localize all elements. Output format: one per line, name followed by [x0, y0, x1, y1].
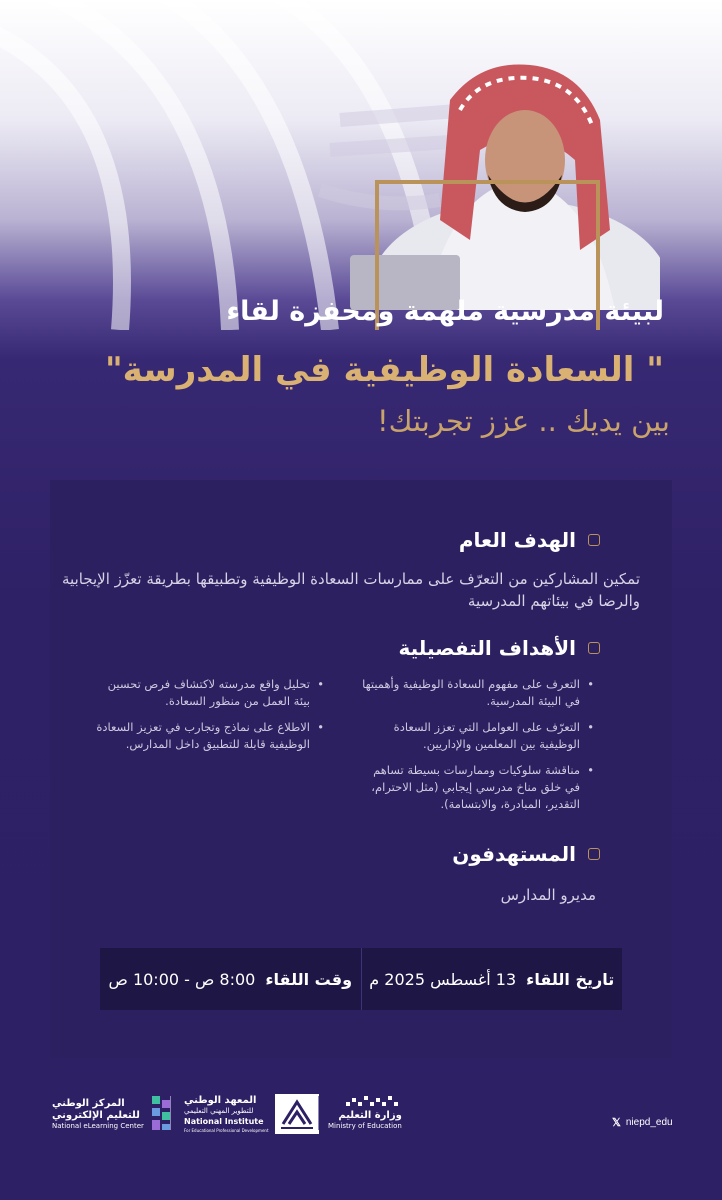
audience-text: مديرو المدارس — [500, 886, 596, 904]
title-line-1: لبيئة مدرسية ملهمة ومحفزة لقاء — [226, 296, 664, 327]
institute-name-ar-1: المعهد الوطني — [184, 1094, 257, 1106]
meeting-date — [362, 948, 623, 1010]
footer-divider — [170, 1096, 171, 1130]
meeting-time-label: وقت اللقاء — [265, 969, 353, 989]
ministry-name-en: Ministry of Education — [328, 1122, 402, 1130]
list-item: • تحليل واقع مدرسته لاكتشاف فرص تحسين بيئة العمل من منظور السعادة. — [96, 676, 326, 710]
bullet-icon — [588, 848, 600, 860]
tagline: بين يديك .. عزز تجربتك! — [376, 404, 670, 438]
list-item: • التعرف على مفهوم السعادة الوظيفية وأهميتها في البيئة المدرسية. — [360, 676, 596, 710]
detailed-goals-heading — [399, 636, 600, 660]
content-panel — [50, 480, 672, 1058]
list-item: • مناقشة سلوكيات وممارسات بسيطة تساهم في خلق مناخ مدرسي إيجابي (مثل الاحترام، التقدير، المبادرة، والابتسامة). — [360, 762, 596, 813]
meeting-date-value: 13 أغسطس 2025 م — [369, 969, 517, 989]
x-icon: 𝕏 — [612, 1117, 621, 1129]
institute-mark-icon — [275, 1094, 319, 1134]
meeting-time-value: 8:00 ص - 10:00 ص — [108, 969, 256, 989]
audience-heading — [452, 842, 600, 866]
detailed-goals-right-list — [360, 676, 596, 822]
elearning-mark-icon — [150, 1094, 172, 1134]
institute-name-en-1: National Institute — [184, 1116, 264, 1126]
meeting-date-label: تاريخ اللقاء — [526, 969, 615, 989]
elearning-name-ar-1: المركز الوطني — [52, 1097, 125, 1109]
meeting-time — [100, 948, 362, 1010]
list-item: • الاطلاع على نماذج وتجارب في تعزيز السعادة الوظيفية قابلة للتطبيق داخل المدارس. — [96, 719, 326, 753]
detailed-goals-title: الأهداف التفصيلية — [398, 636, 576, 660]
list-item: • التعرّف على العوامل التي تعزز السعادة الوظيفية بين المعلمين والإداريين. — [360, 719, 596, 753]
elearning-name-en: National eLearning Center — [52, 1121, 144, 1130]
detailed-goals-left-list — [96, 676, 326, 762]
elearning-center-logo — [52, 1094, 172, 1134]
general-goal-heading — [459, 528, 600, 552]
institute-name-ar-2: للتطوير المهني التعليمي — [184, 1106, 254, 1115]
audience-title: المستهدفون — [452, 842, 576, 866]
bullet-icon — [588, 642, 600, 654]
institute-logo — [184, 1094, 319, 1134]
ministry-mark-icon — [344, 1094, 402, 1110]
bullet-icon — [588, 534, 600, 546]
social-handle-text: niepd_edu — [625, 1117, 673, 1128]
institute-name-en-2: For Educational Professional Development — [184, 1127, 269, 1133]
general-goal-text: تمكين المشاركين من التعرّف على ممارسات السعادة الوظيفية وتطبيقها بطريقة تعزّز الإيجابية والرضا في بيئاتهم المدرسية — [62, 570, 640, 610]
social-handle[interactable] — [612, 1116, 673, 1129]
general-goal-title: الهدف العام — [458, 528, 576, 552]
footer-divider — [318, 1096, 319, 1130]
title-line-2: " السعادة الوظيفية في المدرسة" — [104, 350, 664, 390]
elearning-name-ar-2: للتعليم الإلكتروني — [52, 1109, 140, 1121]
ministry-name-ar: وزارة التعليم — [338, 1110, 402, 1121]
ministry-logo — [328, 1094, 402, 1131]
meeting-info-bar — [100, 948, 622, 1010]
